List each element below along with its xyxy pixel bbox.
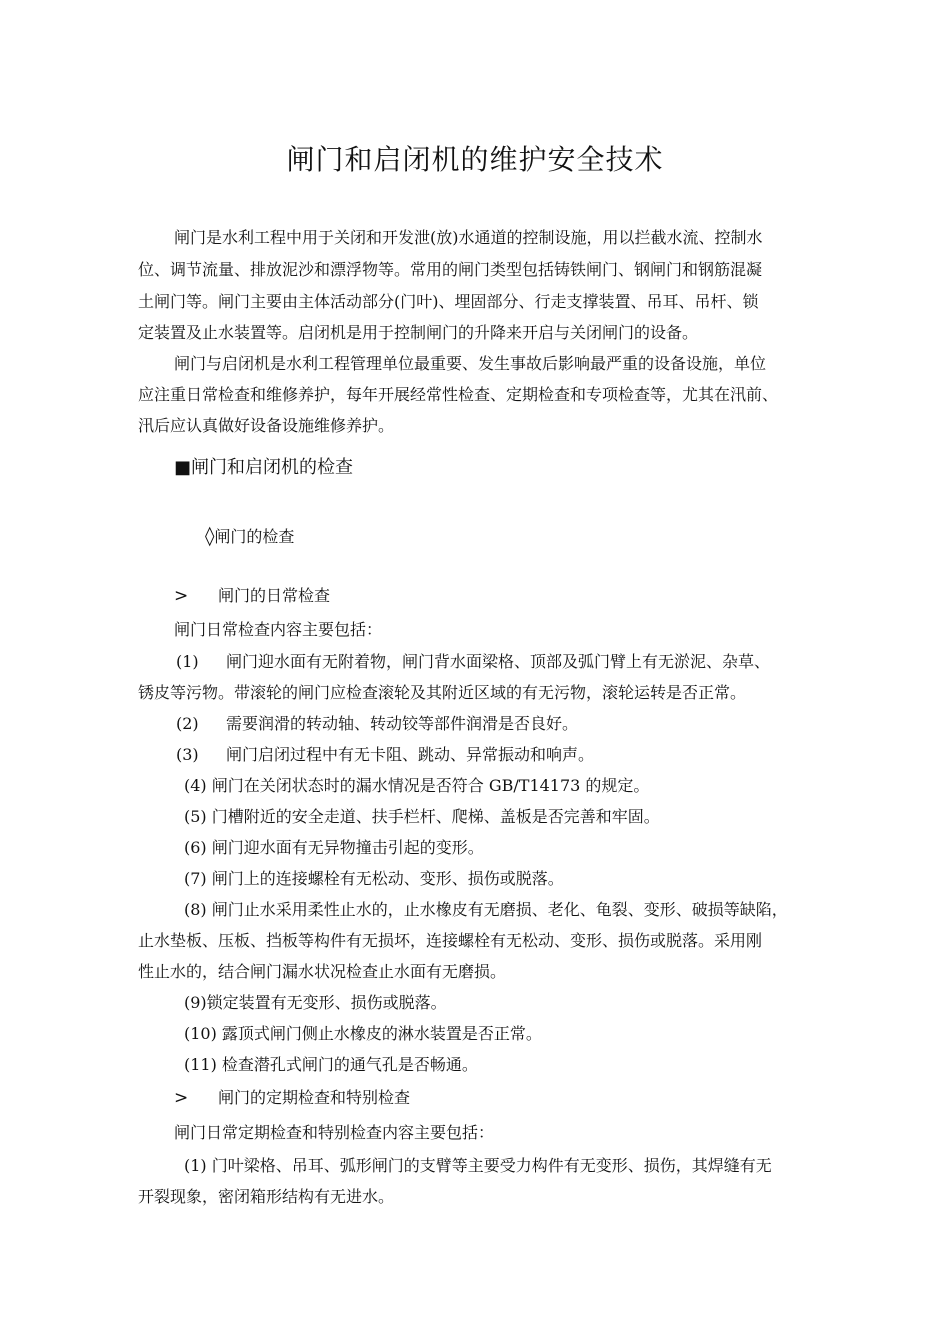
periodic-item-1-line2: 开裂现象，密闭箱形结构有无进水。 bbox=[138, 1187, 395, 1206]
subsection-heading-text: 闸门的检查 bbox=[214, 527, 295, 546]
periodic-inspection-heading-text: 闸门的定期检查和特别检查 bbox=[218, 1088, 411, 1107]
diamond-bullet-icon: ◊ bbox=[205, 525, 215, 547]
item-number: (3) bbox=[176, 745, 199, 764]
daily-item-1-line2: 锈皮等污物。带滚轮的闸门应检查滚轮及其附近区域的有无污物，滚轮运转是否正常。 bbox=[138, 683, 747, 702]
square-bullet-icon: ■ bbox=[174, 457, 192, 478]
section-heading-inspection bbox=[174, 458, 353, 478]
item-number: (2) bbox=[176, 714, 199, 733]
daily-item-11: (11) 检查潜孔式闸门的通气孔是否畅通。 bbox=[184, 1055, 478, 1074]
daily-inspection-heading bbox=[174, 586, 330, 606]
arrow-bullet-icon: > bbox=[174, 586, 189, 606]
intro-p1-line3: 土闸门等。闸门主要由主体活动部分(门叶)、埋固部分、行走支撑装置、吊耳、吊杆、锁 bbox=[138, 292, 759, 311]
daily-item-10: (10) 露顶式闸门侧止水橡皮的淋水装置是否正常。 bbox=[184, 1024, 542, 1043]
periodic-inspection-heading bbox=[174, 1088, 410, 1108]
periodic-inspection-lead: 闸门日常定期检查和特别检查内容主要包括： bbox=[174, 1123, 495, 1142]
daily-item-7: (7) 闸门上的连接螺栓有无松动、变形、损伤或脱落。 bbox=[184, 869, 564, 888]
daily-item-1-line1 bbox=[176, 652, 770, 672]
daily-inspection-heading-text: 闸门的日常检查 bbox=[218, 586, 331, 605]
page-title: 闸门和启闭机的维护安全技术 bbox=[286, 143, 664, 176]
section-heading-text: 闸门和启闭机的检查 bbox=[191, 457, 354, 478]
intro-p2-line3: 汛后应认真做好设备设施维修养护。 bbox=[138, 416, 395, 435]
daily-item-8-line3: 性止水的，结合闸门漏水状况检查止水面有无磨损。 bbox=[138, 962, 507, 981]
daily-item-8-line2: 止水垫板、压板、挡板等构件有无损坏，连接螺栓有无松动、变形、损伤或脱落。采用刚 bbox=[138, 931, 763, 950]
daily-item-8-line1: (8) 闸门止水采用柔性止水的，止水橡皮有无磨损、老化、龟裂、变形、破损等缺陷， bbox=[184, 900, 788, 919]
item-text: 闸门迎水面有无附着物，闸门背水面梁格、顶部及弧门臂上有无淤泥、杂草、 bbox=[226, 652, 771, 671]
daily-item-5: (5) 门槽附近的安全走道、扶手栏杆、爬梯、盖板是否完善和牢固。 bbox=[184, 807, 660, 826]
intro-p1-line1: 闸门是水利工程中用于关闭和开发泄(放)水通道的控制设施，用以拦截水流、控制水 bbox=[174, 228, 763, 247]
daily-item-2 bbox=[176, 714, 578, 734]
arrow-bullet-icon: > bbox=[174, 1088, 189, 1108]
intro-p1-line4: 定装置及止水装置等。启闭机是用于控制闸门的升降来开启与关闭闸门的设备。 bbox=[138, 323, 699, 342]
subsection-heading-gate-inspection bbox=[205, 526, 294, 547]
daily-item-3 bbox=[176, 745, 594, 765]
item-number: (1) bbox=[176, 652, 199, 671]
daily-inspection-lead: 闸门日常检查内容主要包括： bbox=[174, 620, 383, 639]
daily-item-6: (6) 闸门迎水面有无异物撞击引起的变形。 bbox=[184, 838, 484, 857]
daily-item-4: (4) 闸门在关闭状态时的漏水情况是否符合 GB/T14173 的规定。 bbox=[184, 776, 650, 795]
periodic-item-1-line1: (1) 门叶梁格、吊耳、弧形闸门的支臂等主要受力构件有无变形、损伤，其焊缝有无 bbox=[184, 1156, 772, 1175]
item-text: 闸门启闭过程中有无卡阻、跳动、异常振动和响声。 bbox=[226, 745, 595, 764]
intro-p2-line2: 应注重日常检查和维修养护，每年开展经常性检查、定期检查和专项检查等，尤其在汛前、 bbox=[138, 385, 779, 404]
intro-p2-line1: 闸门与启闭机是水利工程管理单位最重要、发生事故后影响最严重的设备设施，单位 bbox=[174, 354, 767, 373]
intro-p1-line2: 位、调节流量、排放泥沙和漂浮物等。常用的闸门类型包括铸铁闸门、钢闸门和钢筋混凝 bbox=[138, 260, 763, 279]
item-text: 需要润滑的转动轴、转动铰等部件润滑是否良好。 bbox=[226, 714, 579, 733]
daily-item-9: (9)锁定装置有无变形、损伤或脱落。 bbox=[184, 993, 447, 1012]
